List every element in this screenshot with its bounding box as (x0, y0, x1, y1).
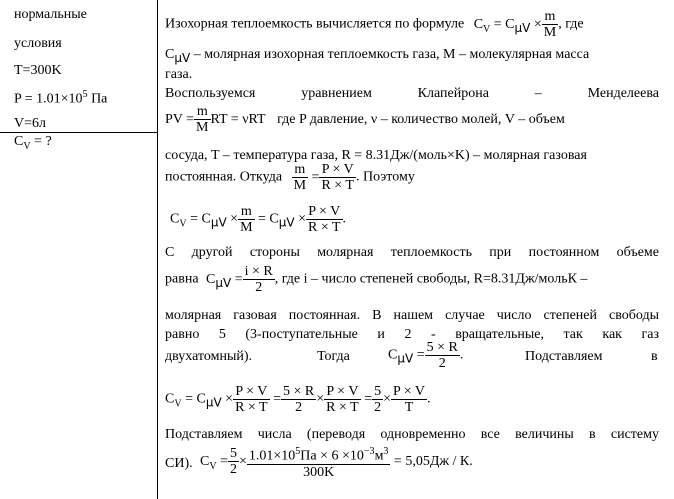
formula-clapeyron: PV = $\frac{m}{M}$ RT = νRT (165, 104, 266, 135)
formula-final: $C_V$ = $\frac{5}{2}$ × $\frac{1.01\times 10^5Па \times 6 \times 10^{-3}м^3}{300K}$ = 5,05Дж / К. (200, 446, 473, 480)
formula-cv: $C_V = C_{\mu V}$ × $\frac{m}{M}$ (473, 9, 557, 40)
given-volume: V=6л (14, 116, 46, 131)
solution-line-4: Воспользуемся уравнением Клапейрона – Менделеева (165, 86, 659, 101)
given-pressure: $P = 1.01\times 10^5$ Па (14, 89, 108, 107)
solution-line-5: PV = $\frac{m}{M}$ RT = νRT где P давление, ν – количество молей, V – объем (165, 104, 565, 135)
formula-cv-expanded: $C_V = C_{\mu V}$ × $\frac{m}{M}$ = $C_{\mu V}$ × $\frac{P \times V}{R \times T}$ . (170, 204, 347, 235)
solution-line-2: $C_{\mu V}$ – молярная изохорная теплоемкость газа, M – молекулярная масса (165, 47, 590, 65)
solution-line-1: Изохорная теплоемкость вычисляется по формуле $C_V = C_{\mu V}$ × $\frac{m}{M}$ , где (165, 9, 584, 40)
find-quantity: $C_V$ = ? (14, 134, 52, 152)
solution-line-11: молярная газовая постоянная. В нашем случае число степеней свободы (165, 308, 659, 323)
formula-cv-substituted: $C_V = C_{\mu V}$ × $\frac{P \times V}{R \times T}$ = $\frac{5 \times R}{2}$ × $\frac{P \times V}{R \times T}$ = $\frac{5}{2}$ × $\frac{P \times V}{T}$ . (165, 384, 431, 415)
given-line-2: условия (14, 36, 62, 51)
given-line-1: нормальные (14, 7, 87, 22)
formula-m-over-M: $\frac{m}{M}$ = $\frac{P \times V}{R \times T}$ (293, 162, 354, 193)
solution-line-12: равно 5 (3-поступательные и 2 - вращательные, так как газ (165, 327, 659, 342)
solution-line-7: постоянная. Откуда $\frac{m}{M}$ = $\frac{P \times V}{R \times T}$ . Поэтому (165, 162, 415, 193)
given-temperature: T=300K (14, 63, 62, 78)
given-divider (0, 132, 157, 133)
solution-line-3: газа. (165, 67, 193, 82)
solution-line-13d: в (651, 349, 658, 364)
formula-cmuv-5: $C_{\mu V}$ = $\frac{5 \times R}{2}$ . (388, 340, 464, 371)
solution-line-10: равна $C_{\mu V}$ = $\frac{i \times R}{2}$ , где i – число степеней свободы, R=8.31Дж/мольК – (165, 264, 588, 295)
solution-line-13c: Подставляем (525, 349, 603, 364)
column-divider (157, 0, 158, 499)
formula-cmuv: $C_{\mu V}$ = $\frac{i \times R}{2}$ (206, 264, 273, 295)
solution-line-15: Подставляем числа (переводя одновременно все величины в систему (165, 427, 659, 442)
solution-line-9: С другой стороны молярная теплоемкость при постоянном объеме (165, 245, 659, 260)
solution-line-6: сосуда, T – температура газа, R = 8.31Дж/(моль×K) – молярная газовая (165, 148, 587, 163)
solution-line-13b: Тогда (317, 349, 350, 364)
solution-line-16: СИ). (165, 456, 193, 471)
solution-line-13a: двухатомный). (165, 349, 253, 364)
